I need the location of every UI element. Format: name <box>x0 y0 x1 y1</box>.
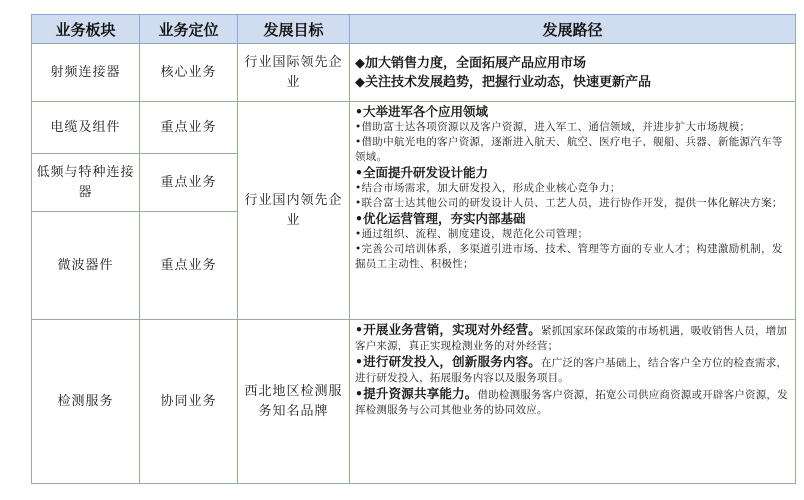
segment-cell: 检测服务 <box>32 320 140 484</box>
path-item <box>355 322 790 354</box>
path-cell <box>350 44 796 102</box>
header-goal: 发展目标 <box>238 15 350 44</box>
path-item-bold: •开展业务营销，实现对外经营。 <box>355 322 541 337</box>
position-cell: 重点业务 <box>140 212 238 320</box>
strategy-table-container <box>31 14 796 484</box>
segment-cell: 微波器件 <box>32 212 140 320</box>
table-row <box>32 320 796 484</box>
path-item: ◆加大销售力度，全面拓展产品应用市场 <box>355 55 586 71</box>
goal-cell: 行业国内领先企业 <box>238 102 350 320</box>
table-row <box>32 44 796 102</box>
path-item: •借助中航光电的客户资源，逐渐进入航天、航空、医疗电子、舰船、兵器、新能源汽车等领域。 <box>355 136 783 163</box>
path-item-bold: •提升资源共享能力。 <box>355 386 478 401</box>
header-path: 发展路径 <box>350 15 796 44</box>
header-segment: 业务板块 <box>32 15 140 44</box>
business-strategy-table <box>31 14 796 484</box>
path-item-bold: •进行研发投入，创新服务内容。 <box>355 354 541 369</box>
path-item: •完善公司培训体系，多渠道引进市场、技术、管理等方面的专业人才；构建激励机制，发掘员工主动性、积极性； <box>355 243 783 270</box>
path-item <box>355 354 790 386</box>
path-item-text: 借助检测服务客户资源，拓宽公司供应商资源或开辟客户资源，发挥检测服务与公司其他业务的协同效应。 <box>355 389 788 416</box>
header-row <box>32 15 796 44</box>
position-cell: 核心业务 <box>140 44 238 102</box>
path-cell <box>350 102 796 320</box>
segment-cell: 射频连接器 <box>32 44 140 102</box>
segment-cell: 电缆及组件 <box>32 102 140 154</box>
goal-cell: 行业国际领先企业 <box>238 44 350 102</box>
path-item <box>355 386 790 418</box>
position-cell: 协同业务 <box>140 320 238 484</box>
path-heading: •全面提升研发设计能力 <box>355 165 488 180</box>
position-cell: 重点业务 <box>140 154 238 212</box>
segment-cell: 低频与特种连接器 <box>32 154 140 212</box>
goal-cell: 西北地区检测服务知名品牌 <box>238 320 350 484</box>
path-heading: •大举进军各个应用领域 <box>355 104 488 119</box>
path-item: •结合市场需求，加大研发投入，形成企业核心竞争力； <box>355 182 621 194</box>
path-item-text: 在广泛的客户基础上，结合客户全方位的检查需求，进行研发投入，拓展服务内容以及服务项目。 <box>355 357 788 384</box>
path-item: ◆关注技术发展趋势，把握行业动态，快速更新产品 <box>355 74 651 90</box>
path-heading: •优化运营管理，夯实内部基础 <box>355 211 526 226</box>
position-cell: 重点业务 <box>140 102 238 154</box>
path-item: •通过组织、流程、制度建设，规范化公司管理； <box>355 228 589 240</box>
path-item: •借助富士达各项资源以及客户资源，进入军工、通信领域，并进步扩大市场规模； <box>355 121 751 133</box>
path-cell <box>350 320 796 484</box>
table-row <box>32 102 796 154</box>
path-item: •联合富士达其他公司的研发设计人员、工艺人员，进行协作开发，提供一体化解决方案； <box>355 197 783 209</box>
path-item-text: 紧抓国家环保政策的市场机遇，吸收销售人员，增加客户来源，真正实现检测业务的对外经营； <box>355 325 788 352</box>
header-position: 业务定位 <box>140 15 238 44</box>
